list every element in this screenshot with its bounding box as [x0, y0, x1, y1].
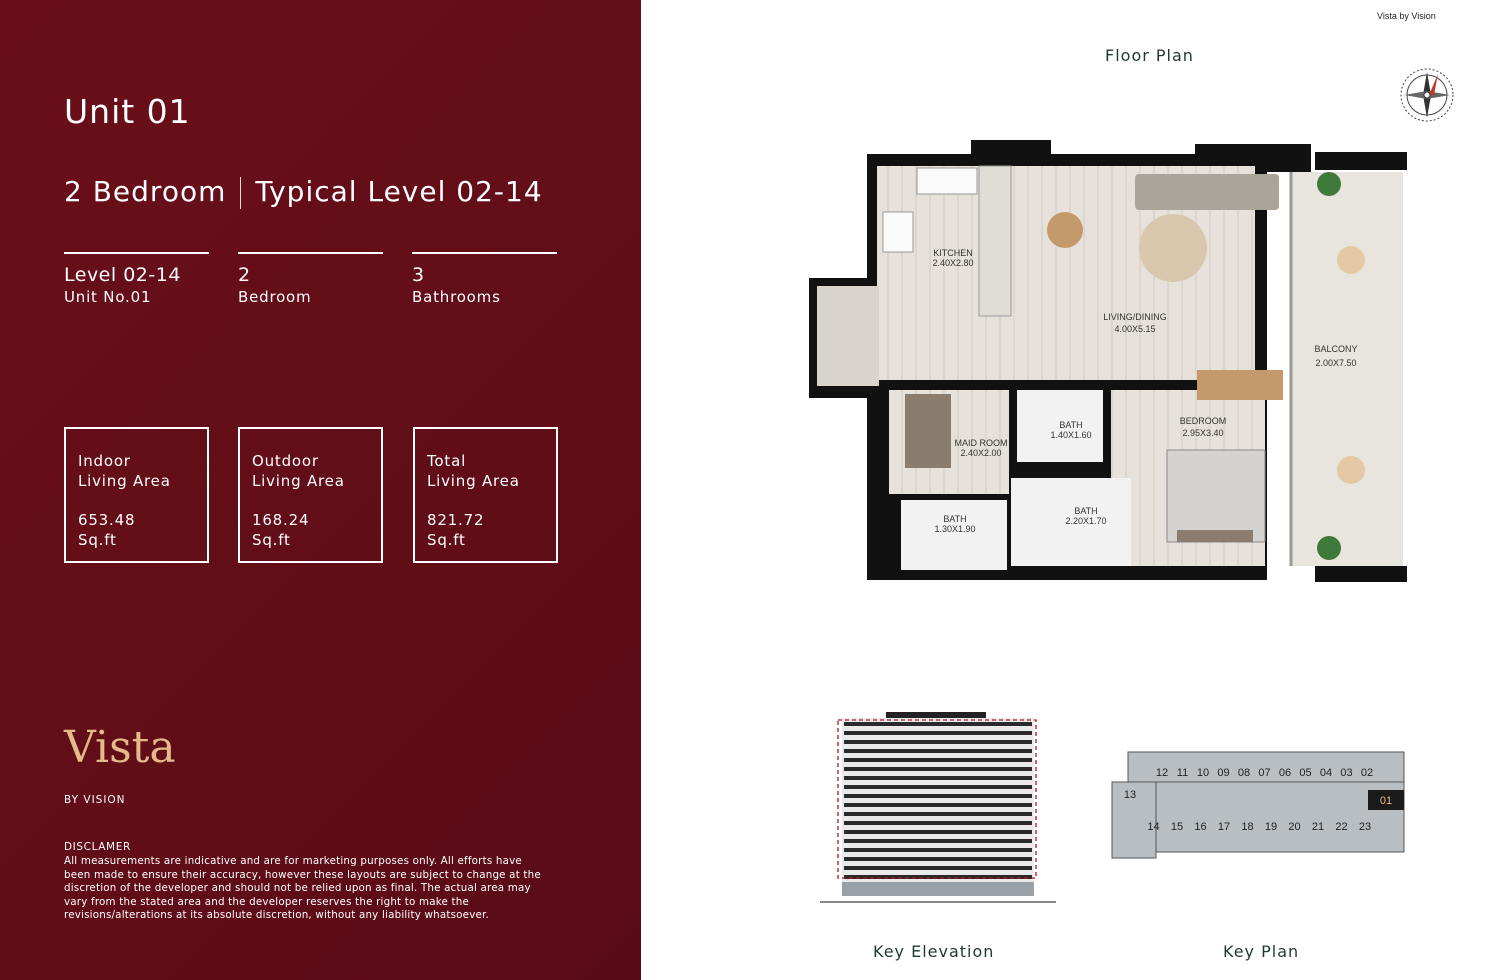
svg-text:BEDROOM	[1180, 416, 1227, 426]
subtitle-divider	[240, 177, 241, 209]
elevation-floor-band	[844, 857, 1032, 861]
svg-text:BALCONY	[1314, 344, 1357, 354]
stat-value: Level 02-14	[64, 264, 181, 286]
stat-label: Bathrooms	[412, 288, 501, 306]
elevation-floor-band	[844, 839, 1032, 843]
elevation-floor-band	[844, 758, 1032, 762]
room-dims: 2.95X3.40	[1182, 428, 1224, 438]
svg-text:2.40X2.00	[960, 448, 1001, 458]
key-plan-drawing	[1108, 748, 1406, 866]
room-dims: 2.40X2.80	[932, 258, 974, 268]
key-plan-unit-label: 04	[1319, 767, 1333, 779]
svg-text:MAID ROOM	[955, 438, 1008, 448]
outdoor-area-box	[238, 427, 383, 563]
key-plan-unit-label: 07	[1258, 767, 1271, 779]
key-plan-unit-label: 13	[1123, 789, 1137, 801]
unit-type: 2 Bedroom	[64, 175, 227, 208]
key-plan-unit-label: 03	[1340, 767, 1353, 779]
area-label-line2: Living Area	[427, 472, 520, 490]
area-value: 653.48	[78, 511, 136, 529]
header-brand: Vista by Vision	[1377, 11, 1436, 21]
key-plan-unit-label: 22	[1335, 821, 1348, 833]
disclaimer-text: All measurements are indicative and are for marketing purposes only. All efforts have been made to ensure their accuracy, however these layouts are subject to change at the discretion of the developer and should not be relied upon as final. The actual area may vary from the stated area and the developer reserves the right to make the revisions/alterations at its absolute discretion, without any liability whatsoever.	[64, 855, 541, 921]
area-label-line2: Living Area	[252, 472, 345, 490]
key-plan-unit-label: 21	[1311, 821, 1325, 833]
stat-level	[64, 252, 209, 306]
room-dims: 4.00X5.15	[1114, 324, 1156, 334]
info-panel	[0, 0, 641, 980]
svg-text:BATH	[1074, 506, 1097, 516]
svg-text:LIVING/DINING	[1103, 312, 1167, 322]
area-label-line2: Living Area	[78, 472, 171, 490]
svg-text:1.40X1.60	[1050, 430, 1091, 440]
key-plan-unit-label: 17	[1217, 821, 1231, 833]
svg-text:2.20X1.70	[1065, 516, 1106, 526]
elevation-floor-band	[844, 722, 1032, 726]
key-plan-unit-label: 09	[1217, 767, 1230, 779]
elevation-floor-band	[844, 776, 1032, 780]
room-dims: 2.40X2.00	[960, 448, 1002, 458]
total-area-box	[413, 427, 558, 563]
key-plan-unit-label: 23	[1358, 821, 1372, 833]
elevation-floor-band	[844, 731, 1032, 735]
room-dims: 2.00X7.50	[1315, 358, 1357, 368]
stat-value: 2	[238, 264, 251, 286]
room-dims: 1.40X1.60	[1050, 430, 1092, 440]
elevation-floor-band	[844, 785, 1032, 789]
brand-logo: Vista	[64, 722, 176, 773]
room-name: BEDROOM	[1179, 416, 1227, 426]
area-value: 168.24	[252, 511, 310, 529]
key-plan-unit-label: 11	[1176, 767, 1189, 779]
room-name: BATH	[1074, 506, 1098, 516]
stat-bedrooms	[238, 252, 383, 306]
stat-label: Bedroom	[238, 288, 312, 306]
key-plan-unit-label: 02	[1360, 767, 1374, 779]
elevation-floor-band	[844, 749, 1032, 753]
svg-text:4.00X5.15	[1114, 324, 1155, 334]
floor-plan-title: Floor Plan	[1105, 46, 1194, 65]
key-plan-unit-label: 20	[1288, 821, 1301, 833]
key-plan-unit-label: 06	[1278, 767, 1292, 779]
stat-bathrooms	[412, 252, 557, 306]
elevation-floor-band	[844, 848, 1032, 852]
room-name: BATH	[1059, 420, 1083, 430]
key-plan-highlight: 01	[1379, 795, 1393, 807]
stat-value: 3	[412, 264, 425, 286]
floor-plan-drawing	[805, 138, 1415, 588]
room-name: BALCONY	[1314, 344, 1358, 354]
elevation-floor-band	[844, 740, 1032, 744]
svg-text:KITCHEN	[933, 248, 973, 258]
key-plan-unit-label: 15	[1170, 821, 1184, 833]
disclaimer-title: DISCLAMER	[64, 841, 131, 853]
area-value: 821.72	[427, 511, 485, 529]
svg-text:BATH	[1059, 420, 1082, 430]
key-plan-unit-label: 12	[1155, 767, 1169, 779]
svg-text:2.40X2.80	[932, 258, 973, 268]
elevation-floor-band	[844, 794, 1032, 798]
elevation-floor-band	[844, 803, 1032, 807]
room-name: MAID ROOM	[954, 438, 1008, 448]
unit-title: Unit 01	[64, 92, 191, 131]
area-label-line1: Outdoor	[252, 452, 319, 470]
stat-label: Unit No.01	[64, 288, 152, 306]
room-name: BATH	[943, 514, 967, 524]
svg-text:1.30X1.90	[934, 524, 975, 534]
room-dims: 2.20X1.70	[1065, 516, 1107, 526]
key-plan-label: Key Plan	[1223, 942, 1300, 961]
area-unit: Sq.ft	[78, 531, 117, 549]
svg-text:2.95X3.40	[1182, 428, 1223, 438]
elevation-floor-band	[844, 866, 1032, 870]
area-unit: Sq.ft	[252, 531, 291, 549]
unit-subtitle	[64, 175, 543, 209]
compass-icon	[1396, 64, 1458, 126]
indoor-area-box	[64, 427, 209, 563]
elevation-floor-band	[844, 821, 1032, 825]
svg-text:2.00X7.50	[1315, 358, 1356, 368]
key-elevation-label: Key Elevation	[873, 942, 995, 961]
key-elevation-drawing	[820, 710, 1056, 910]
elevation-floor-band	[844, 830, 1032, 834]
key-plan-unit-label: 08	[1237, 767, 1251, 779]
room-dims: 1.30X1.90	[934, 524, 976, 534]
svg-text:01	[1380, 795, 1392, 807]
elevation-floor-band	[844, 812, 1032, 816]
area-label-line1: Indoor	[78, 452, 131, 470]
key-plan-unit-label: 19	[1264, 821, 1278, 833]
key-plan-unit-label: 16	[1194, 821, 1207, 833]
key-plan-unit-label: 10	[1196, 767, 1210, 779]
key-plan-unit-label: 05	[1299, 767, 1312, 779]
key-plan-unit-label: 18	[1241, 821, 1254, 833]
area-unit: Sq.ft	[427, 531, 466, 549]
room-name: LIVING/DINING	[1103, 312, 1167, 322]
key-plan-unit-label: 14	[1147, 821, 1160, 833]
brand-subtitle: BY VISION	[64, 794, 126, 806]
area-label-line1: Total	[427, 452, 467, 470]
svg-text:BATH	[943, 514, 966, 524]
room-name: KITCHEN	[933, 248, 973, 258]
elevation-floor-band	[844, 767, 1032, 771]
unit-level: Typical Level 02-14	[255, 175, 543, 208]
